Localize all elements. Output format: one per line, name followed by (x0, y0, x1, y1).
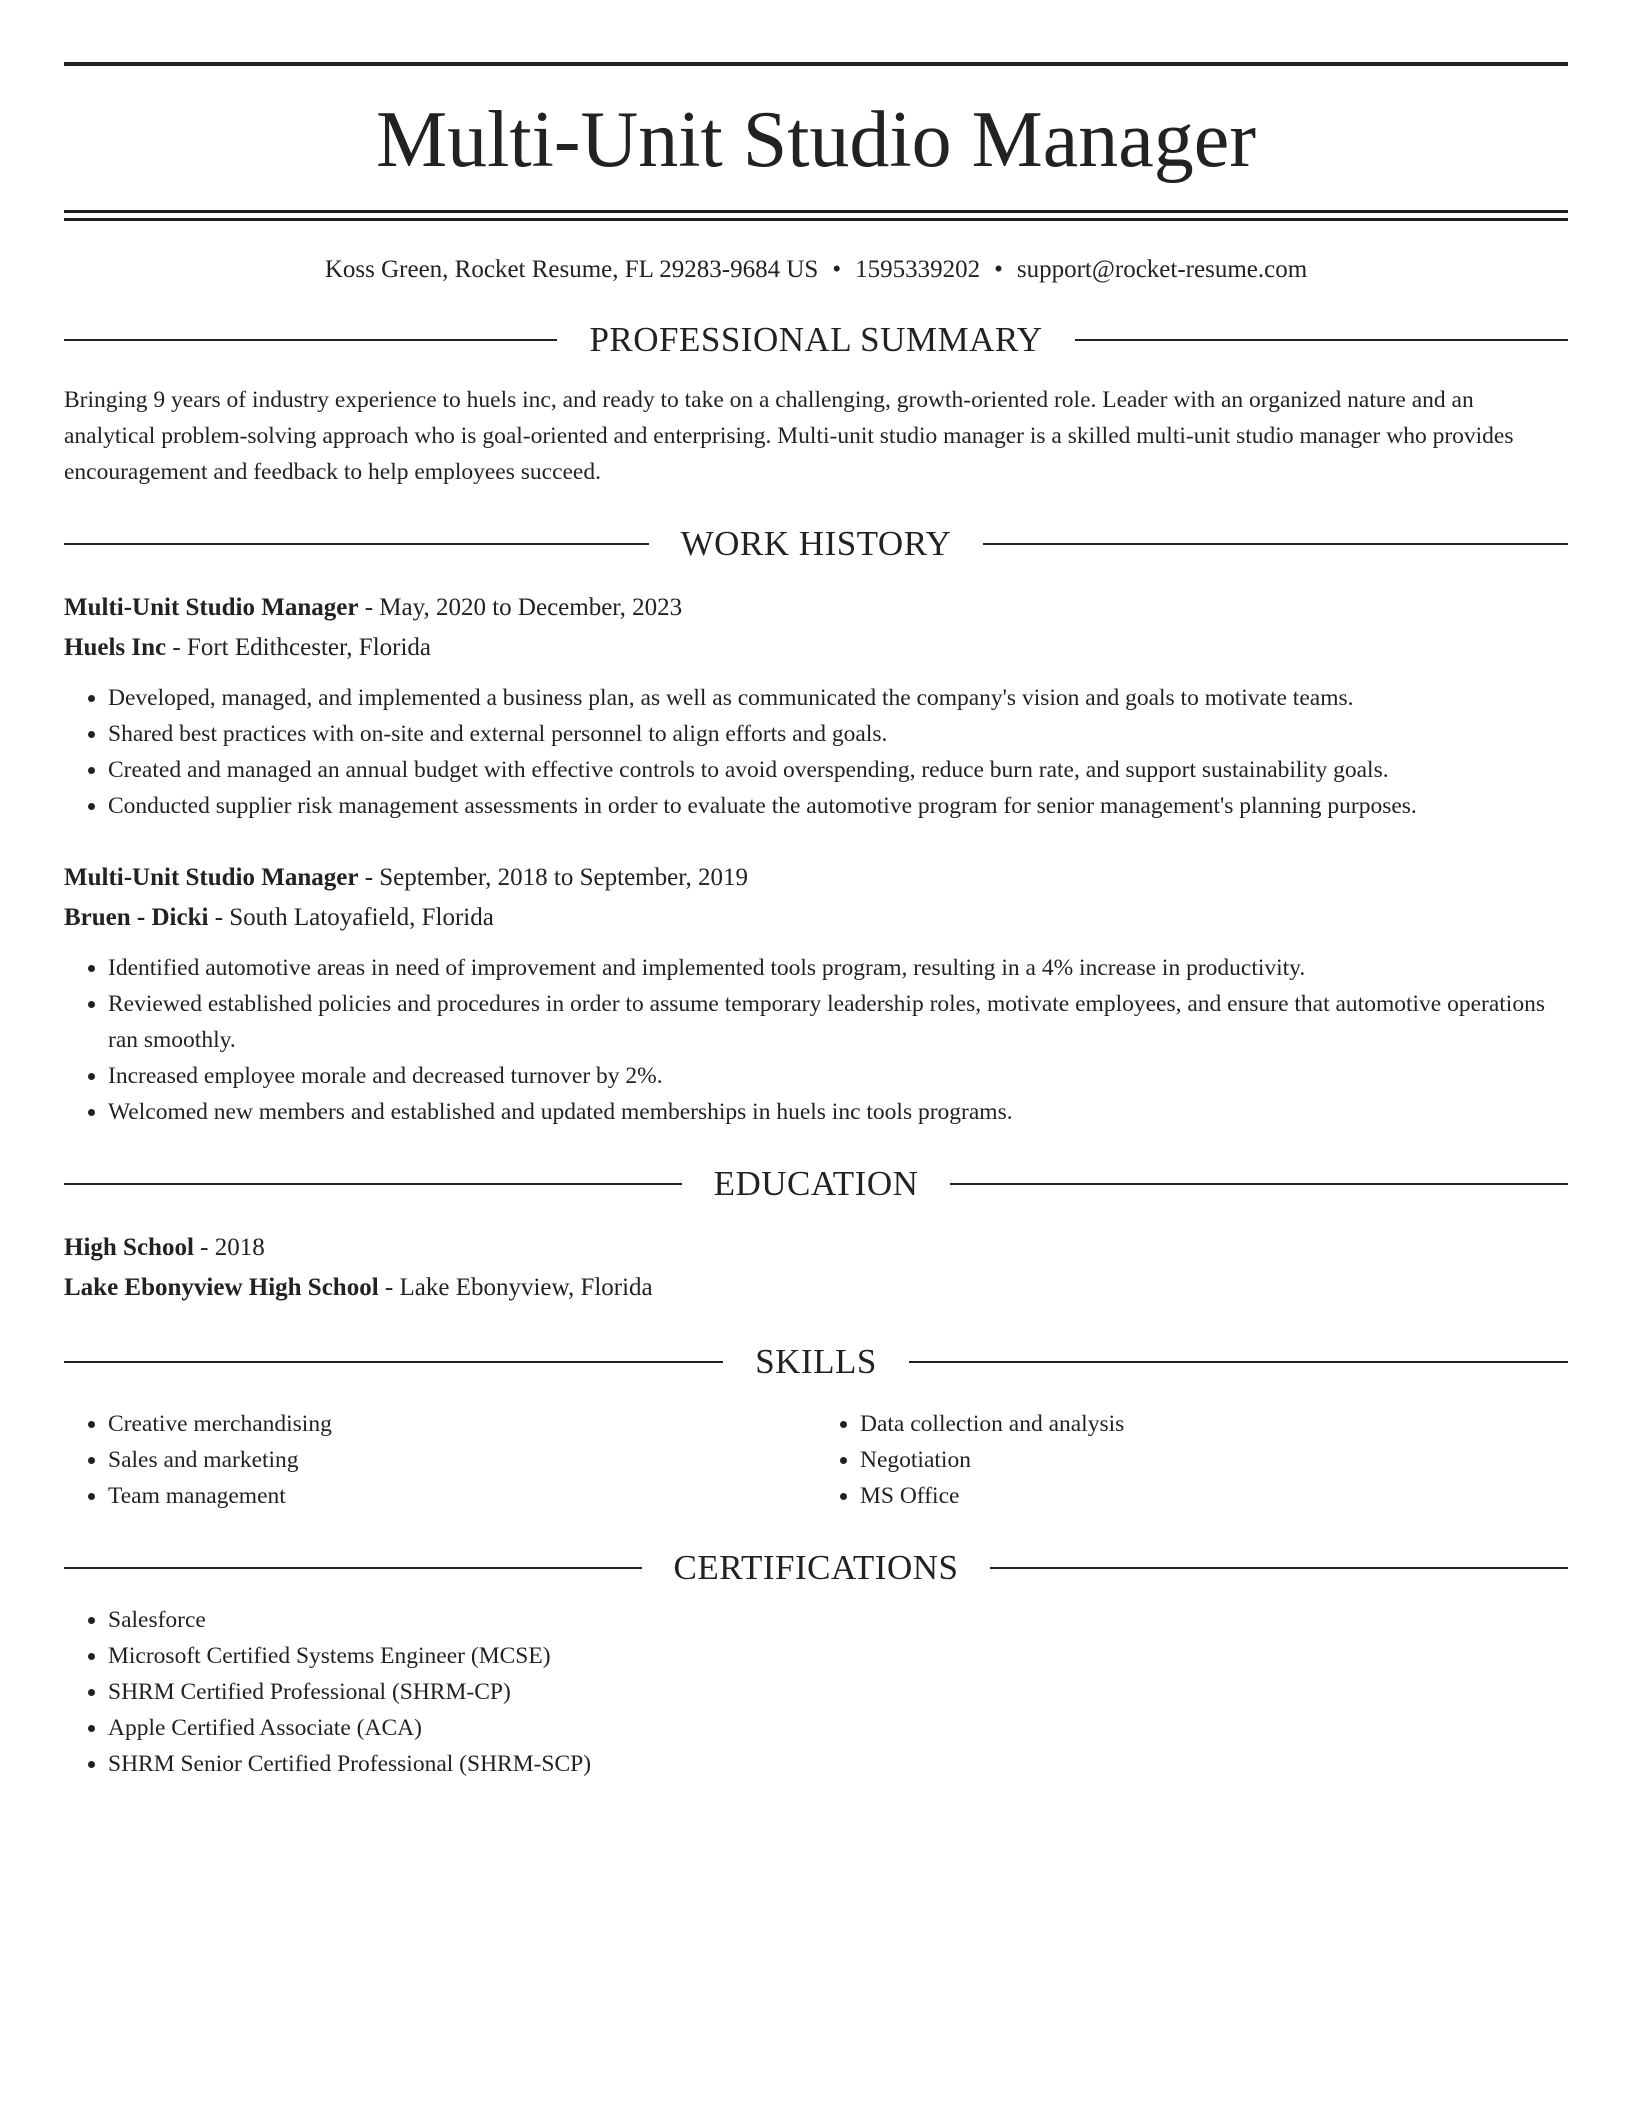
contact-line (64, 254, 1568, 286)
section-rule (990, 1567, 1568, 1569)
list-item: • Created and managed an annual budget with effective controls to avoid overspending, reduce burn rate, and support sustainability goals. (108, 752, 1568, 788)
section-header-certifications (64, 1546, 1568, 1590)
job-company-line (64, 628, 1568, 668)
section-rule (1075, 339, 1568, 341)
section-rule (909, 1361, 1568, 1363)
section-title: EDUCATION (713, 1164, 919, 1203)
list-item: • Negotiation (860, 1442, 1568, 1478)
list-item: • MS Office (860, 1478, 1568, 1514)
list-item: • Shared best practices with on-site and external personnel to align efforts and goals. (108, 716, 1568, 752)
job-title-line (64, 858, 1568, 898)
skills-grid (64, 1406, 1568, 1514)
education-degree-line (64, 1228, 1568, 1268)
job-location: - South Latoyafield, Florida (208, 904, 494, 931)
list-item: • Salesforce (108, 1602, 1568, 1638)
contact-email: support@rocket-resume.com (1016, 256, 1308, 283)
list-item: • Apple Certified Associate (ACA) (108, 1710, 1568, 1746)
education-year: - 2018 (193, 1234, 265, 1261)
section-rule (983, 543, 1568, 545)
job-title: Multi-Unit Studio Manager (64, 864, 359, 891)
job-company: Huels Inc (64, 634, 167, 661)
job-bullets (64, 950, 1568, 1130)
skills-column-right (816, 1406, 1568, 1514)
section-header-education (64, 1162, 1568, 1206)
certifications-list (64, 1602, 1568, 1782)
job-title-line (64, 588, 1568, 628)
job-company-line (64, 898, 1568, 938)
section-title: WORK HISTORY (680, 524, 952, 563)
section-header-skills (64, 1340, 1568, 1384)
list-item: • SHRM Senior Certified Professional (SHRM-SCP) (108, 1746, 1568, 1782)
education-school-line (64, 1268, 1568, 1308)
education-location: - Lake Ebonyview, Florida (378, 1274, 653, 1301)
job-company: Bruen - Dicki (64, 904, 209, 931)
job-dates: - September, 2018 to September, 2019 (358, 864, 749, 891)
list-item: • Team management (108, 1478, 816, 1514)
section-rule (64, 1361, 723, 1363)
list-item: • Welcomed new members and established and updated memberships in huels inc tools programs. (108, 1094, 1568, 1130)
contact-separator: • (994, 256, 1003, 283)
section-rule (64, 543, 649, 545)
education-degree: High School (64, 1234, 194, 1261)
job-bullets (64, 680, 1568, 824)
skills-column-left (64, 1406, 816, 1514)
job-location: - Fort Edithcester, Florida (166, 634, 432, 661)
list-item: • Sales and marketing (108, 1442, 816, 1478)
section-title: CERTIFICATIONS (673, 1548, 959, 1587)
section-rule (64, 339, 557, 341)
contact-separator: • (832, 256, 842, 283)
section-title: PROFESSIONAL SUMMARY (589, 320, 1043, 359)
list-item: • Reviewed established policies and procedures in order to assume temporary leadership roles, motivate employees, and ensure that automotive operations ran smoothly. (108, 986, 1568, 1058)
list-item: • Developed, managed, and implemented a business plan, as well as communicated the company's vision and goals to motivate teams. (108, 680, 1568, 716)
resume-title: Multi-Unit Studio Manager (376, 96, 1256, 184)
section-header-work-history (64, 522, 1568, 566)
education-school: Lake Ebonyview High School (64, 1274, 379, 1301)
list-item: • Increased employee morale and decreased turnover by 2%. (108, 1058, 1568, 1094)
section-header-summary (64, 318, 1568, 362)
job-title: Multi-Unit Studio Manager (64, 594, 359, 621)
education-entry (64, 1228, 1568, 1308)
section-title: SKILLS (755, 1342, 877, 1381)
title-double-rule (64, 210, 1568, 221)
section-rule (950, 1183, 1568, 1185)
section-rule (64, 1183, 682, 1185)
summary-text: Bringing 9 years of industry experience to huels inc, and ready to take on a challenging, growth-oriented role. Leader with an organized nature and an analytical problem-solving approach who is goal-oriented and enterprising. Multi-unit studio manager is a skilled multi-unit studio manager who provides encouragement and feedback to help employees succeed. (64, 387, 1514, 485)
list-item: • Microsoft Certified Systems Engineer (MCSE) (108, 1638, 1568, 1674)
list-item: • Identified automotive areas in need of improvement and implemented tools program, resulting in a 4% increase in productivity. (108, 950, 1568, 986)
top-rule (64, 62, 1568, 66)
contact-address: Koss Green, Rocket Resume, FL 29283-9684 US (324, 256, 819, 283)
job-entry (64, 588, 1568, 824)
job-dates: - May, 2020 to December, 2023 (358, 594, 683, 621)
list-item: • Data collection and analysis (860, 1406, 1568, 1442)
list-item: • Creative merchandising (108, 1406, 816, 1442)
contact-phone: 1595339202 (855, 256, 981, 283)
section-rule (64, 1567, 642, 1569)
list-item: • Conducted supplier risk management assessments in order to evaluate the automotive program for senior management's planning purposes. (108, 788, 1568, 824)
list-item: • SHRM Certified Professional (SHRM-CP) (108, 1674, 1568, 1710)
job-entry (64, 858, 1568, 1130)
